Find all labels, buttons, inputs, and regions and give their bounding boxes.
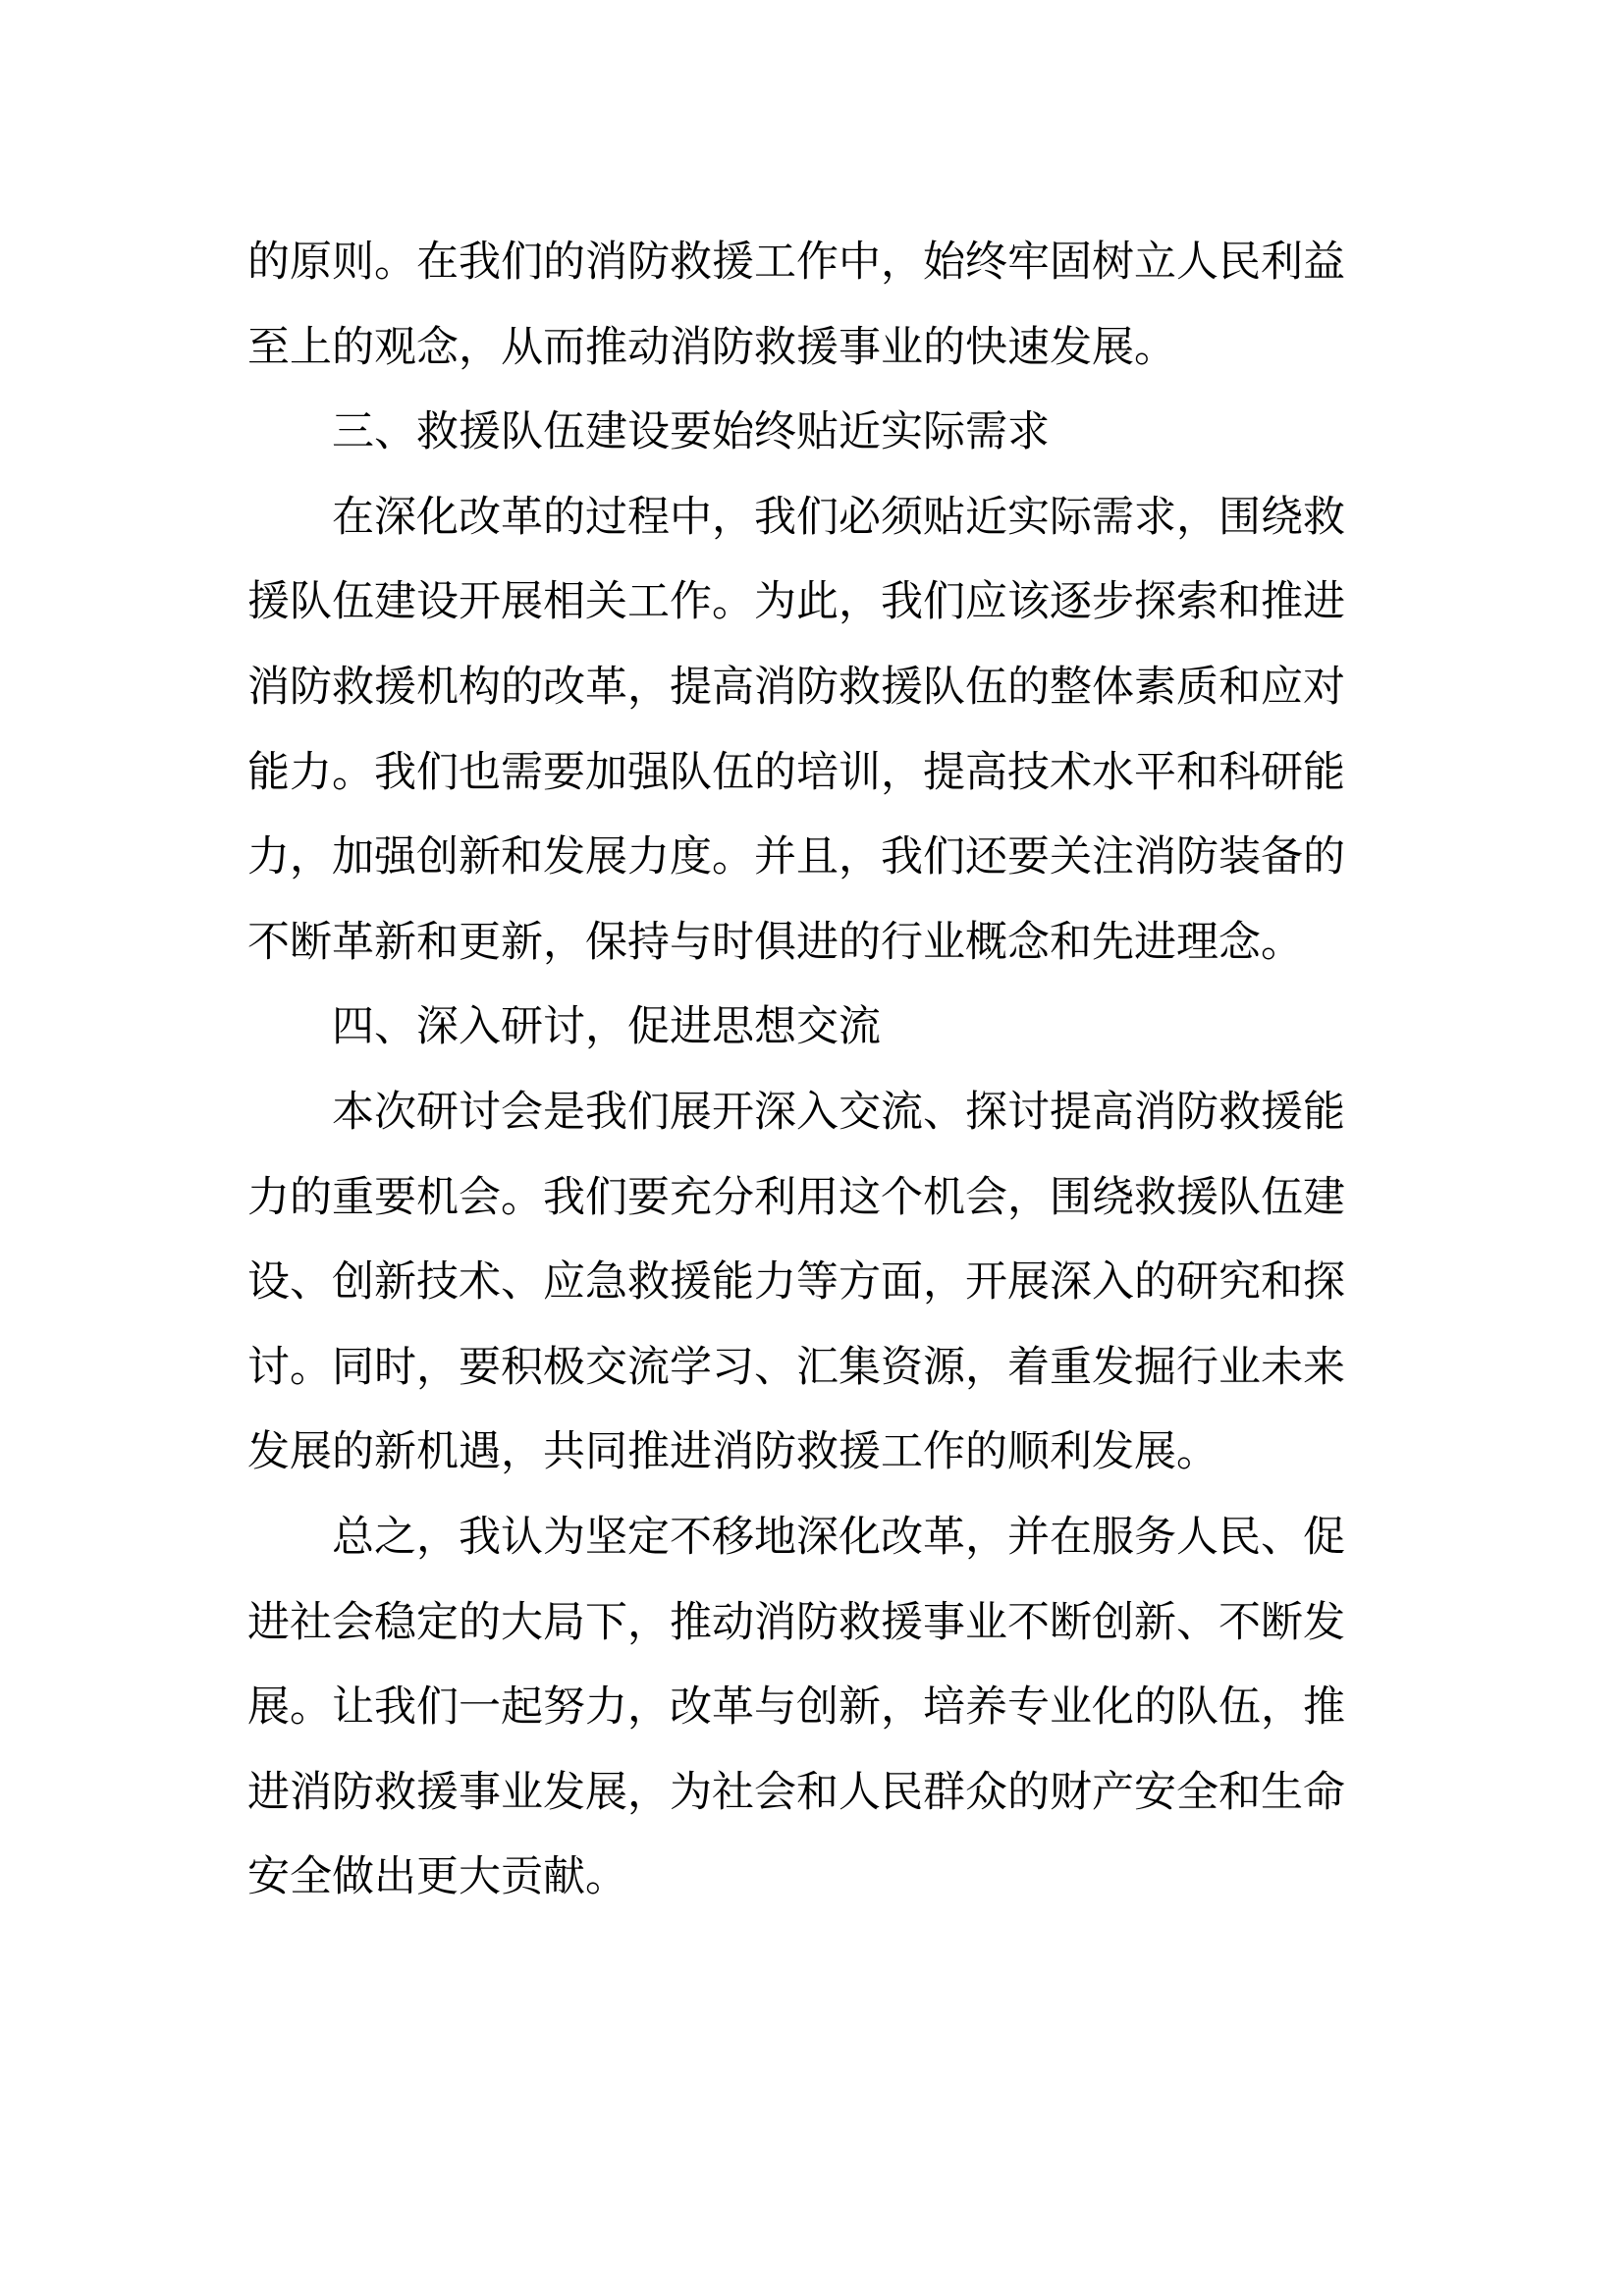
section-heading-3: 三、救援队伍建设要始终贴近实际需求: [332, 407, 1050, 457]
document-page: [247, 220, 1345, 1920]
paragraph-conclusion: 总之，我认为坚定不移地深化改革，并在服务人民、促进社会稳定的大局下，推动消防救援事业不断创新、不断发展。让我们一起努力，改革与创新，培养专业化的队伍，推进消防救援事业发展，为社会和人民群众的财产安全和生命安全做出更大贡献。: [247, 1512, 1345, 1902]
paragraph-continuation: 的原则。在我们的消防救援工作中，始终牢固树立人民利益至上的观念，从而推动消防救援事业的快速发展。: [247, 238, 1345, 372]
section-heading-4: 四、深入研讨，促进思想交流: [332, 1002, 881, 1052]
paragraph-team-building: 在深化改革的过程中，我们必须贴近实际需求，围绕救援队伍建设开展相关工作。为此，我们应该逐步探索和推进消防救援机构的改革，提高消防救援队伍的整体素质和应对能力。我们也需要加强队伍的培训，提高技术水平和科研能力，加强创新和发展力度。并且，我们还要关注消防装备的不断革新和更新，保持与时俱进的行业概念和先进理念。: [247, 492, 1345, 967]
paragraph-seminar: 本次研讨会是我们展开深入交流、探讨提高消防救援能力的重要机会。我们要充分利用这个机会，围绕救援队伍建设、创新技术、应急救援能力等方面，开展深入的研究和探讨。同时，要积极交流学习、汇集资源，着重发掘行业未来发展的新机遇，共同推进消防救援工作的顺利发展。: [247, 1087, 1345, 1477]
